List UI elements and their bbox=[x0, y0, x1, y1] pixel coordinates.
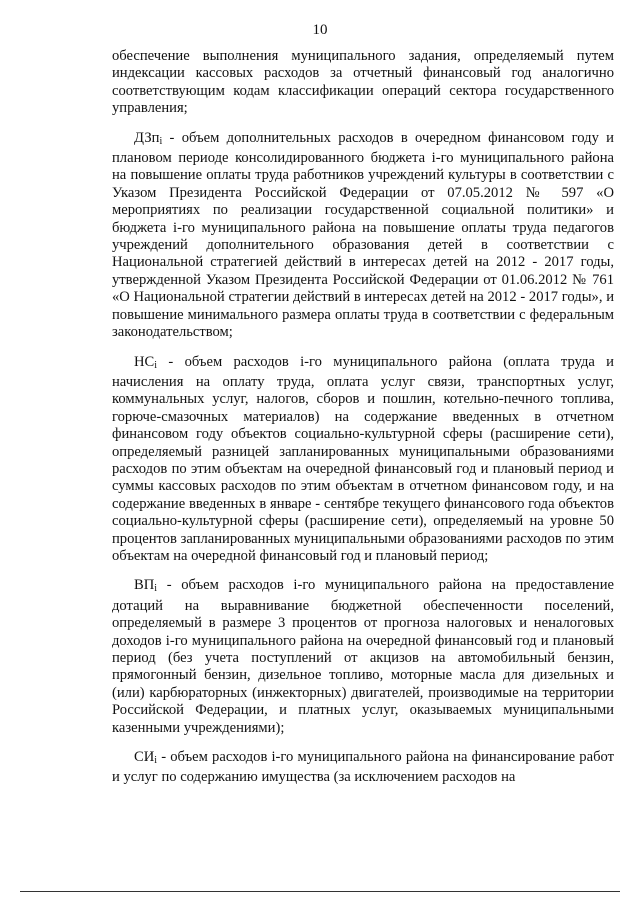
paragraph-text: - объем расходов i-го муниципального района (оплата труда и начисления на оплату труда, оплата услуг связи, транспортных услуг, коммунальных услуг, налогов, сборов и пошлин, котельно-печного топлива, горюче-смазочных материалов) на содержание введенных в отчетном финансовом году объектов социально-культурной сферы (расширение сети), определяемый разницей запланированных муниципальными образованиями расходов по этим объектам на очередной финансовый год и плановый период и суммы кассовых расходов по этим объектам в отчетном финансовом году, и на содержание введенных в январе - сентябре текущего финансового года объектов социально-культурной сферы (расширение сети), определяемый на уровне 50 процентов запланированных муниципальными образованиями расходов по этим объектам на очередной финансовый год и плановый период; bbox=[112, 353, 614, 564]
paragraph-text: обеспечение выполнения муниципального задания, определяемый путем индексации кассовых расходов за отчетный финансовый год аналогично соответствующим кодам классификации операций сектора государственного управления; bbox=[112, 48, 614, 117]
formula-index: i bbox=[154, 755, 158, 767]
formula-symbol: ВП bbox=[134, 577, 155, 594]
formula-symbol: ДЗп bbox=[134, 129, 160, 146]
paragraph-continuation bbox=[112, 48, 614, 118]
paragraph-dzp bbox=[112, 130, 614, 342]
document-body bbox=[112, 48, 614, 787]
paragraph-text: - объем расходов i-го муниципального района на финансирование работ и услуг по содержанию имущества (за исключением расходов на bbox=[112, 749, 614, 786]
paragraph-vp bbox=[112, 577, 614, 737]
page-number: 10 bbox=[312, 22, 328, 38]
paragraph-text: - объем дополнительных расходов в очередном финансовом году и плановом периоде консолидированного бюджета i-го муниципального района на повышение оплаты труда работников учреждений культуры в соответствии с Указом Президента Российской Федерации от 07.05.2012 № 597 «О мероприятиях по реализации государственной социальной политики» и бюджета i-го муниципального района на повышение оплаты труда педагогов учреждений дополнительного образования детей в соответствии с Национальной стратегией действий в интересах детей на 2012 - 2017 годы, утвержденной Указом Президента Российской Федерации от 01.06.2012 № 761 «О Национальной стратегии действий в интересах детей на 2012 - 2017 годы», и повышение минимального размера оплаты труда в соответствии с федеральным законодательством; bbox=[112, 129, 614, 341]
formula-symbol: НС bbox=[134, 353, 155, 370]
formula-symbol: СИ bbox=[134, 749, 155, 766]
formula-index: i bbox=[159, 135, 163, 147]
formula-index: i bbox=[154, 583, 158, 595]
paragraph-si bbox=[112, 749, 614, 787]
paragraph-ns bbox=[112, 354, 614, 566]
page-bottom-divider bbox=[20, 891, 620, 892]
paragraph-text: - объем расходов i-го муниципального района на предоставление дотаций на выравнивание бюджетной обеспеченности поселений, определяемый в размере 3 процентов от прогноза налоговых и неналоговых доходов i-го муниципального района на очередной финансовый год и плановый период (без учета поступлений от акцизов на автомобильный бензин, прямогонный бензин, дизельное топливо, моторные масла для дизельных и (или) карбюраторных (инжекторных) двигателей, производимые на территории Российской Федерации, и платных услуг, оказываемых муниципальными казенными учреждениями); bbox=[112, 577, 614, 736]
formula-index: i bbox=[154, 359, 158, 371]
